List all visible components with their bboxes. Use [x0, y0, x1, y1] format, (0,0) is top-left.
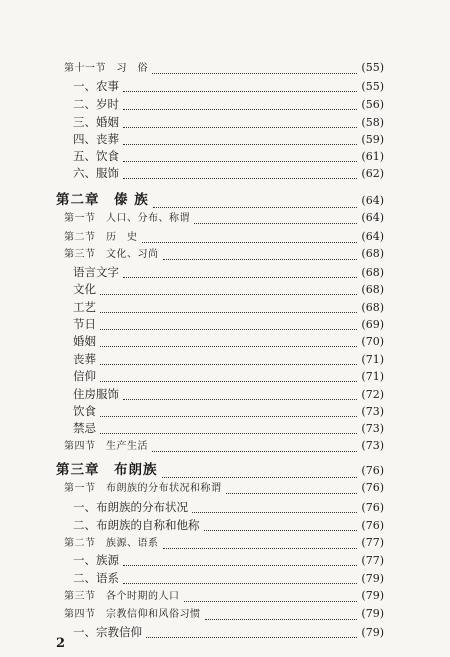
toc-item-entry: [73, 552, 384, 569]
entry-title: 住房服饰: [73, 387, 119, 401]
dot-leader: [146, 637, 357, 638]
entry-title: 第一节 布朗族的分布状况和称谓: [64, 483, 222, 494]
entry-page-number: (68): [361, 266, 384, 279]
dot-leader: [123, 277, 357, 278]
entry-title: 三、婚姻: [73, 115, 119, 129]
entry-page-number: (71): [361, 370, 384, 383]
dot-leader: [100, 433, 357, 434]
dot-leader: [100, 329, 357, 330]
toc-item-entry: [73, 114, 384, 131]
dot-leader: [123, 144, 357, 145]
page-number: 2: [56, 636, 66, 651]
entry-page-number: (55): [361, 80, 384, 93]
dot-leader: [123, 583, 357, 584]
dot-leader: [100, 416, 357, 417]
toc-chapter-entry: [56, 190, 384, 211]
entry-title: 二、语系: [73, 571, 119, 585]
dot-leader: [226, 493, 358, 494]
entry-title: 第十一节 习 俗: [64, 63, 148, 74]
toc-item-entry: [73, 96, 384, 113]
entry-title: 五、饮食: [73, 149, 119, 163]
entry-page-number: (76): [361, 464, 384, 477]
entry-title: 节日: [73, 317, 96, 331]
dot-leader: [100, 381, 357, 382]
entry-page-number: (55): [361, 61, 384, 74]
entry-title: 一、族源: [73, 553, 119, 567]
entry-title: 二、岁时: [73, 97, 119, 111]
dot-leader: [123, 161, 357, 162]
entry-title: 第四节 生产生活: [64, 441, 148, 452]
toc-section-entry: [64, 60, 384, 77]
entry-title: 四、丧葬: [73, 132, 119, 146]
toc-section-entry: [64, 480, 384, 497]
dot-leader: [123, 91, 357, 92]
entry-title: 婚姻: [73, 334, 96, 348]
toc-item-entry: [73, 165, 384, 182]
dot-leader: [162, 477, 358, 478]
toc-item-entry: [73, 499, 384, 516]
toc-item-entry: [73, 333, 384, 350]
entry-title: 禁忌: [73, 421, 96, 435]
entry-page-number: (76): [361, 519, 384, 532]
entry-page-number: (79): [361, 589, 384, 602]
dot-leader: [163, 548, 358, 549]
dot-leader: [152, 451, 357, 452]
toc-item-entry: [73, 517, 384, 534]
dot-leader: [184, 601, 358, 602]
toc-item-entry: [73, 264, 384, 281]
entry-page-number: (76): [361, 481, 384, 494]
entry-title: 第三章 布朗族: [56, 462, 158, 478]
entry-page-number: (64): [361, 211, 384, 224]
toc-item-entry: [73, 403, 384, 420]
dot-leader: [204, 530, 358, 531]
toc-item-entry: [73, 316, 384, 333]
entry-page-number: (68): [361, 247, 384, 260]
entry-page-number: (64): [361, 194, 384, 207]
entry-page-number: (72): [361, 388, 384, 401]
toc-section-entry: [64, 229, 384, 246]
entry-title: 第二章 傣 族: [56, 192, 149, 208]
entry-title: 语言文字: [73, 265, 119, 279]
toc-item-entry: [73, 281, 384, 298]
entry-title: 一、布朗族的分布状况: [73, 500, 188, 514]
dot-leader: [205, 619, 358, 620]
dot-leader: [123, 399, 357, 400]
entry-title: 一、农事: [73, 79, 119, 93]
dot-leader: [163, 259, 358, 260]
dot-leader: [194, 223, 357, 224]
dot-leader: [100, 294, 357, 295]
toc-section-entry: [64, 210, 384, 227]
entry-title: 第二节 历 史: [64, 232, 138, 243]
entry-page-number: (79): [361, 626, 384, 639]
toc-item-entry: [73, 420, 384, 437]
entry-page-number: (61): [361, 150, 384, 163]
entry-page-number: (56): [361, 98, 384, 111]
dot-leader: [153, 207, 358, 208]
toc-item-entry: [73, 351, 384, 368]
entry-title: 丧葬: [73, 352, 96, 366]
entry-title: 饮食: [73, 404, 96, 418]
dot-leader: [123, 178, 357, 179]
entry-page-number: (77): [361, 536, 384, 549]
entry-page-number: (70): [361, 335, 384, 348]
entry-title: 一、宗教信仰: [73, 625, 142, 639]
entry-title: 第三节 文化、习尚: [64, 249, 159, 260]
entry-page-number: (79): [361, 572, 384, 585]
entry-title: 六、服饰: [73, 166, 119, 180]
entry-page-number: (62): [361, 167, 384, 180]
entry-page-number: (73): [361, 422, 384, 435]
toc-item-entry: [73, 386, 384, 403]
entry-page-number: (68): [361, 283, 384, 296]
entry-page-number: (71): [361, 353, 384, 366]
dot-leader: [152, 73, 357, 74]
toc-item-entry: [73, 131, 384, 148]
toc-section-entry: [64, 535, 384, 552]
entry-title: 第二节 族源、语系: [64, 538, 159, 549]
entry-page-number: (68): [361, 301, 384, 314]
dot-leader: [123, 109, 357, 110]
entry-page-number: (77): [361, 554, 384, 567]
dot-leader: [123, 127, 357, 128]
dot-leader: [100, 364, 357, 365]
entry-page-number: (79): [361, 607, 384, 620]
dot-leader: [192, 512, 357, 513]
entry-title: 文化: [73, 282, 96, 296]
toc-item-entry: [73, 148, 384, 165]
entry-title: 第一节 人口、分布、称谓: [64, 213, 190, 224]
entry-page-number: (73): [361, 405, 384, 418]
toc-item-entry: [73, 570, 384, 587]
toc-chapter-entry: [56, 460, 384, 481]
entry-title: 二、布朗族的自称和他称: [73, 518, 200, 532]
entry-page-number: (64): [361, 230, 384, 243]
toc-section-entry: [64, 246, 384, 263]
toc-item-entry: [73, 78, 384, 95]
entry-title: 第三节 各个时期的人口: [64, 591, 180, 602]
entry-title: 第四节 宗教信仰和风俗习惯: [64, 609, 201, 620]
entry-title: 工艺: [73, 300, 96, 314]
toc-section-entry: [64, 438, 384, 455]
dot-leader: [100, 346, 357, 347]
toc-section-entry: [64, 588, 384, 605]
dot-leader: [100, 312, 357, 313]
toc-item-entry: [73, 368, 384, 385]
entry-page-number: (73): [361, 439, 384, 452]
toc-item-entry: [73, 299, 384, 316]
entry-page-number: (58): [361, 116, 384, 129]
toc-section-entry: [64, 606, 384, 623]
dot-leader: [142, 242, 358, 243]
dot-leader: [123, 565, 357, 566]
entry-page-number: (69): [361, 318, 384, 331]
toc-item-entry: [73, 624, 384, 641]
entry-title: 信仰: [73, 369, 96, 383]
entry-page-number: (59): [361, 133, 384, 146]
entry-page-number: (76): [361, 501, 384, 514]
